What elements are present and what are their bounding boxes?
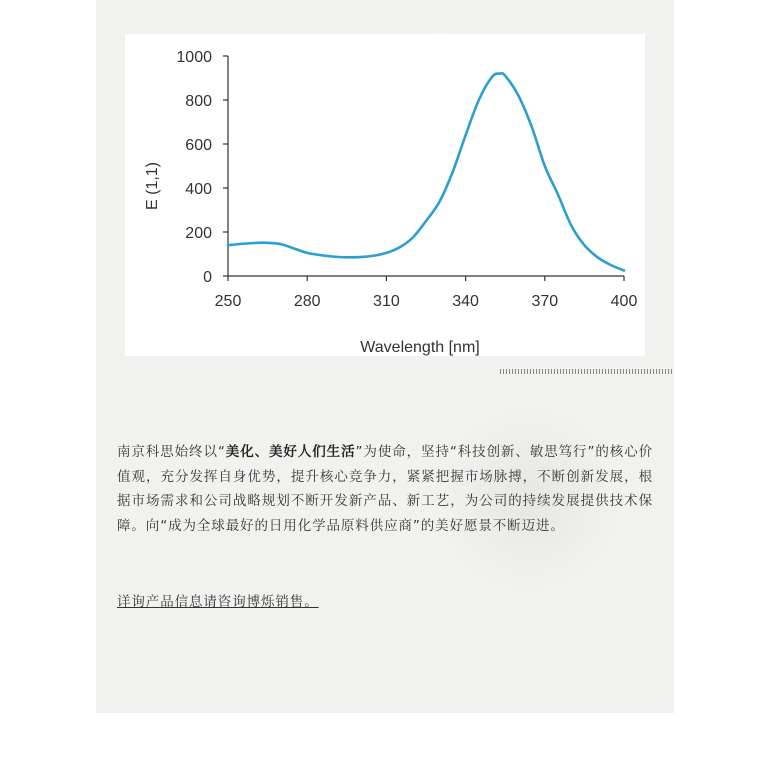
y-tick-label: 600 [185,137,212,154]
x-tick-label: 310 [373,293,400,310]
mission-highlight: 美化、美好人们生活 [225,444,356,460]
y-tick-label: 200 [185,225,212,242]
description-start: 南京科思始终以“ [117,444,226,460]
decorative-divider [500,369,674,374]
chart-axes [228,56,624,276]
y-tick-label: 400 [185,181,212,198]
absorbance-series-line [228,73,624,270]
y-axis-title: E (1,1) [144,161,161,211]
y-tick-label: 0 [203,269,212,286]
description-rest: ”为使命，坚持“科技创新、敏思笃行”的核心价值观，充分发挥自身优势，提升核心竞争力，紧紧把握市场脉搏，不断创新发展，根据市场需求和公司战略规划不断开发新产品、新工艺，为公司的持续发展提供技术保障。向“成为全球最好的日用化学品原料供应商”的美好愿景不断迈进。 [117,444,654,534]
x-tick-label: 280 [293,293,321,310]
x-axis-title: Wavelength [nm] [360,339,480,356]
chart-points [227,72,625,271]
chart-svg [125,34,645,356]
absorption-chart [125,34,645,356]
x-tick-label: 340 [452,293,479,310]
chart-ticks [176,49,637,310]
y-tick-label: 800 [185,93,212,110]
company-description [117,440,653,538]
y-tick-label: 1000 [176,49,212,66]
contact-sales-link[interactable]: 详询产品信息请咨询博烁销售。 [117,594,319,610]
x-tick-label: 400 [610,293,638,310]
x-tick-label: 250 [214,293,242,310]
x-tick-label: 370 [531,293,559,310]
